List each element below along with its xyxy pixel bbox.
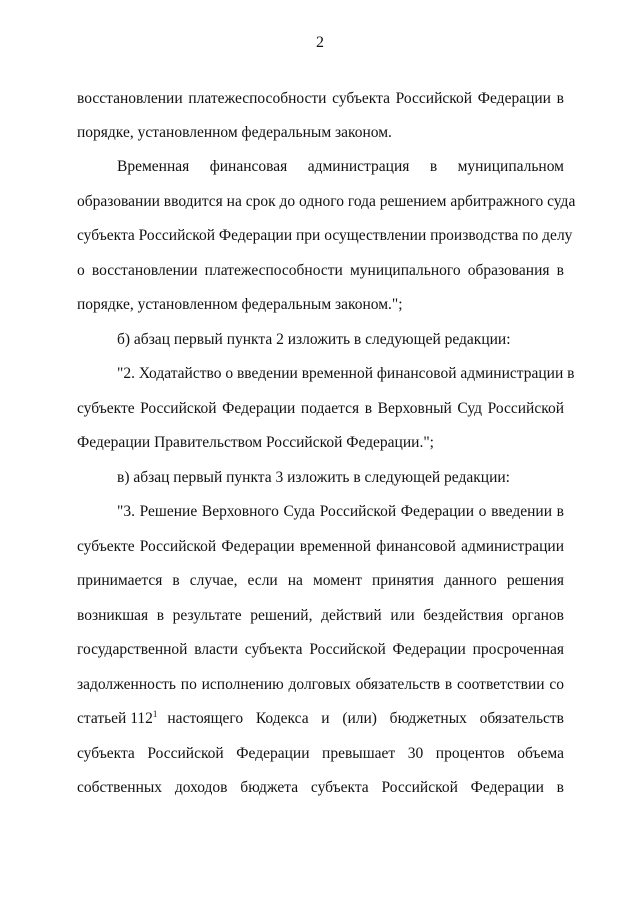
- text-line: "2. Ходатайство о введении временной финансовой администрации в: [117, 365, 575, 382]
- text-line: принимается в случае, если на момент принятия данного решения: [77, 572, 564, 589]
- text-line: порядке, установленном федеральным законом.: [77, 124, 392, 141]
- text-line: б) абзац первый пункта 2 изложить в следующей редакции:: [117, 331, 511, 348]
- text-line: возникшая в результате решений, действий или бездействия органов: [77, 607, 564, 624]
- text-line: собственных доходов бюджета субъекта Российской Федерации в: [77, 779, 564, 796]
- text-line: Федерации Правительством Российской Федерации.";: [77, 434, 434, 451]
- text-line: восстановлении платежеспособности субъекта Российской Федерации в: [77, 90, 564, 107]
- text-line-with-superscript: [77, 710, 564, 728]
- text-line: порядке, установленном федеральным законом.";: [77, 296, 403, 313]
- text-line: субъекта Российской Федерации при осуществлении производства по делу: [77, 227, 573, 244]
- text-line: субъекта Российской Федерации превышает 30 процентов объема: [77, 745, 564, 762]
- text-line: субъекте Российской Федерации подается в Верховный Суд Российской: [77, 400, 564, 417]
- text-line: о восстановлении платежеспособности муниципального образования в: [77, 262, 564, 279]
- text-line: задолженность по исполнению долговых обязательств в соответствии со: [77, 676, 564, 693]
- text-fragment: настоящего Кодекса и (или) бюджетных обязательств: [167, 710, 564, 727]
- text-fragment: статьей $112^1$: [77, 709, 158, 727]
- text-line: образовании вводится на срок до одного года решением арбитражного суда: [77, 193, 576, 210]
- text-line: Временная финансовая администрация в муниципальном: [117, 158, 564, 175]
- text-line: государственной власти субъекта Российской Федерации просроченная: [77, 641, 564, 658]
- superscript: 1: [152, 709, 158, 719]
- text-line: в) абзац первый пункта 3 изложить в следующей редакции:: [117, 469, 510, 486]
- page-number: 2: [316, 34, 324, 51]
- text-line: субъекте Российской Федерации временной финансовой администрации: [77, 538, 564, 555]
- text-line: "3. Решение Верховного Суда Российской Федерации о введении в: [117, 503, 564, 520]
